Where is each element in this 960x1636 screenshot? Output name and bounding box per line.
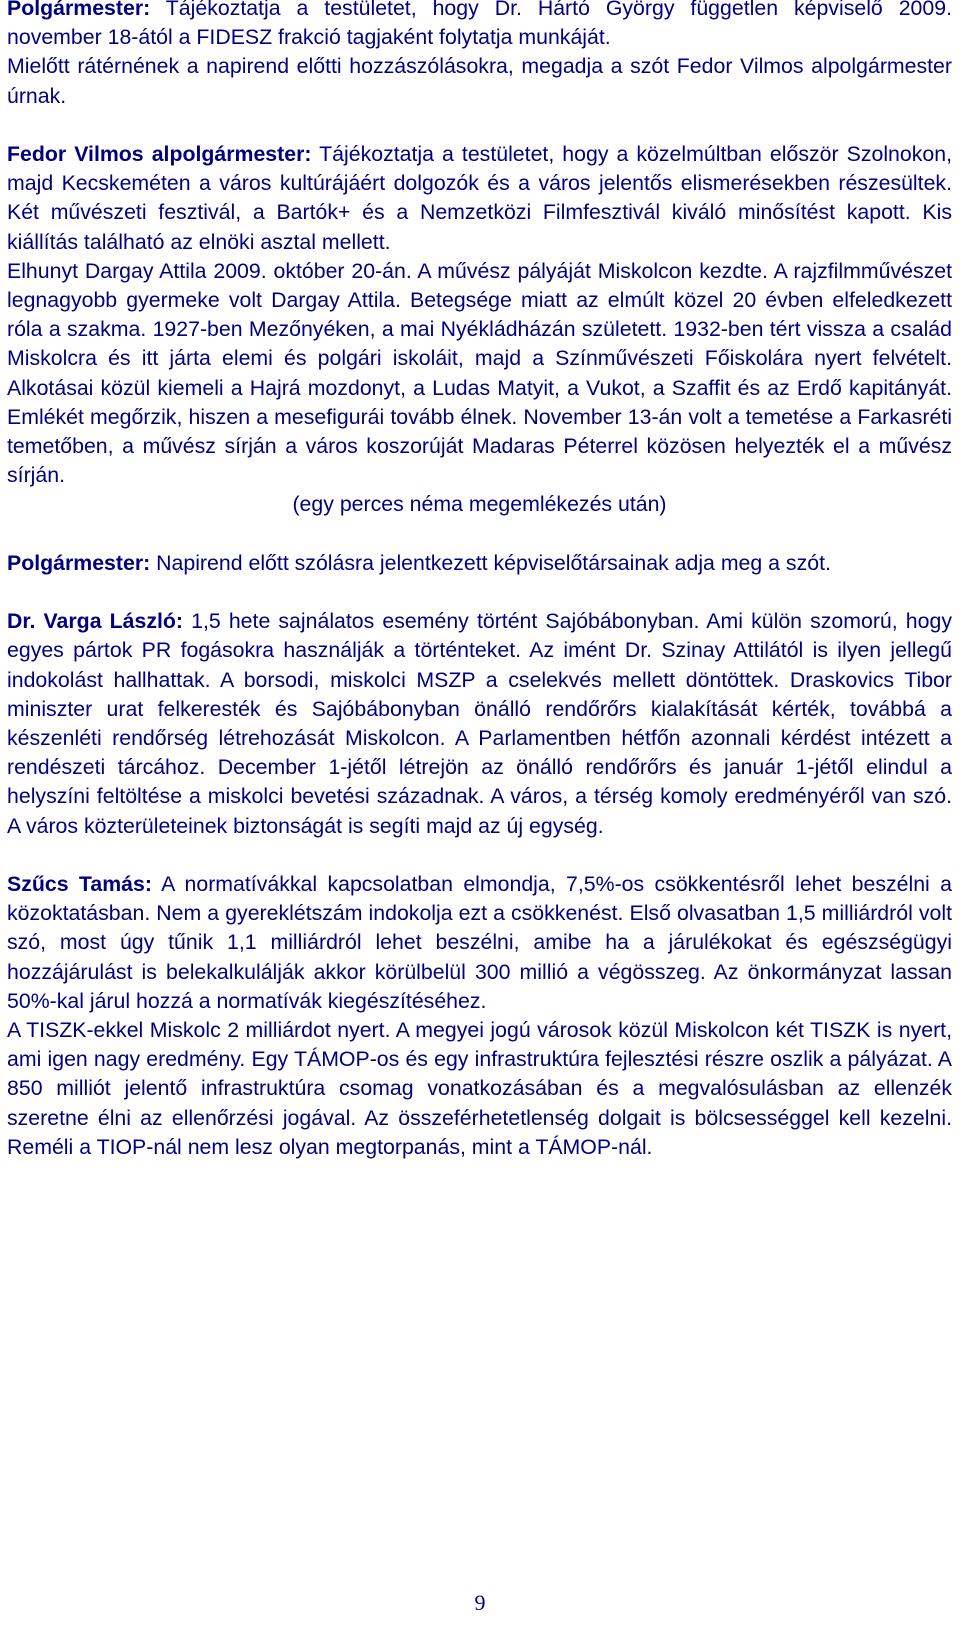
- paragraph-tiszk: [7, 1016, 952, 1162]
- speaker-name: Polgármester:: [7, 550, 151, 575]
- paragraph-text: A normatívákkal kapcsolatban elmondja, 7,5%-os csökkentésről lehet beszélni a közoktatásban. Nem a gyereklétszám indokolja ezt a csökkenést. Első olvasatban 1,5 milliárdról volt szó, most úgy tűnik 1,1 milliárdról lehet beszélni, amibe ha a járulékokat és egészségügyi hozzájárulást is belekalkulálják akkor körülbelül 300 millió a végösszeg. Az önkormányzat lassan 50%-kal járul hozzá a normatívák kiegészítéséhez.: [7, 872, 952, 1013]
- paragraph-dargay: [7, 257, 952, 491]
- speaker-name: Szűcs Tamás:: [7, 872, 152, 897]
- speaker-name: Polgármester:: [7, 0, 151, 20]
- paragraph-silence-note: [7, 490, 952, 519]
- document-body: [7, 0, 952, 1162]
- paragraph-text: Tájékoztatja a testületet, hogy Dr. Hártó György független képviselő 2009. november 18-ától a FIDESZ frakció tagjaként folytatja munkáját.: [7, 0, 952, 50]
- paragraph-polgarmester-1: [7, 0, 952, 52]
- paragraph-text: (egy perces néma megemlékezés után): [292, 492, 667, 517]
- paragraph-text: Mielőtt rátérnének a napirend előtti hozzászólásokra, megadja a szót Fedor Vilmos alpolgármester úrnak.: [7, 54, 952, 108]
- page-number: 9: [474, 1590, 486, 1615]
- speaker-name: Dr. Varga László:: [7, 609, 184, 634]
- paragraph-text: Napirend előtt szólásra jelentkezett képviselőtársainak adja meg a szót.: [150, 550, 831, 575]
- paragraph-intro-fedor: [7, 52, 952, 110]
- paragraph-text: A TISZK-ekkel Miskolc 2 milliárdot nyert. A megyei jogú városok közül Miskolcon két TISZK is nyert, ami igen nagy eredmény. Egy TÁMOP-os és egy infrastruktúra fejlesztési részre oszlik a pályázat. A 850 milliót jelentő infrastruktúra csomag vonatkozásában és a megvalósulásban az ellenzék szeretne élni az ellenőrzési jogával. Az összeférhetetlenség dolgait is bölcsességgel kell kezelni. Reméli a TIOP-nál nem lesz olyan megtorpanás, mint a TÁMOP-nál.: [7, 1018, 952, 1159]
- paragraph-szucs: [7, 870, 952, 1016]
- paragraph-text: Tájékoztatja a testületet, hogy a közelmúltban először Szolnokon, majd Kecskeméten a város kultúrájáért dolgozók és a város jelentős elismerésekben részesültek. Két művészeti fesztivál, a Bartók+ és a Nemzetközi Filmfesztivál kiváló minősítést kapott. Kis kiállítás található az elnöki asztal mellett.: [7, 142, 953, 254]
- paragraph-varga: [7, 607, 952, 841]
- paragraph-fedor: [7, 140, 952, 257]
- paragraph-text: 1,5 hete sajnálatos esemény történt Sajóbábonyban. Ami külön szomorú, hogy egyes pártok PR fogásokra használják a történteket. Az imént Dr. Szinay Attilától is ilyen jellegű indokolást hallhattak. A borsodi, miskolci MSZP a cselekvés mellett döntöttek. Draskovics Tibor miniszter urat felkeresték és Sajóbábonyban önálló rendőrőrs kialakítását kérték, továbbá a készenléti rendőrség létrehozását Miskolcon. A Parlamentben hétfőn azonnali kérdést intézett a rendészeti tárcához. December 1-jétől létrejön az önálló rendőrőrs és január 1-jétől elindul a helyszíni feltöltése a miskolci bevetési századnak. A város, a térség komoly eredményéről van szó. A város közterületeinek biztonságát is segíti majd az új egység.: [7, 609, 952, 838]
- paragraph-polgarmester-2: [7, 549, 952, 578]
- speaker-name: Fedor Vilmos alpolgármester:: [7, 142, 312, 166]
- paragraph-text: Elhunyt Dargay Attila 2009. október 20-án. A művész pályáját Miskolcon kezdte. A rajzfilmművészet legnagyobb gyermeke volt Dargay Attila. Betegsége miatt az elmúlt közel 20 évben elfeledkezett róla a szakma. 1927-ben Mezőnyéken, a mai Nyékládházán született. 1932-ben tért vissza a család Miskolcra és itt járta elemi és polgári iskoláit, majd a Színművészeti Főiskolára nyert felvételt. Alkotásai közül kiemeli a Hajrá mozdonyt, a Ludas Matyit, a Vukot, a Szaffit és az Erdő kapitányát. Emlékét megőrzik, hiszen a mesefigurái tovább élnek. November 13-án volt a temetése a Farkasréti temetőben, a művész sírján a város koszorúját Madaras Péterrel közösen helyezték el a művész sírján.: [7, 258, 952, 488]
